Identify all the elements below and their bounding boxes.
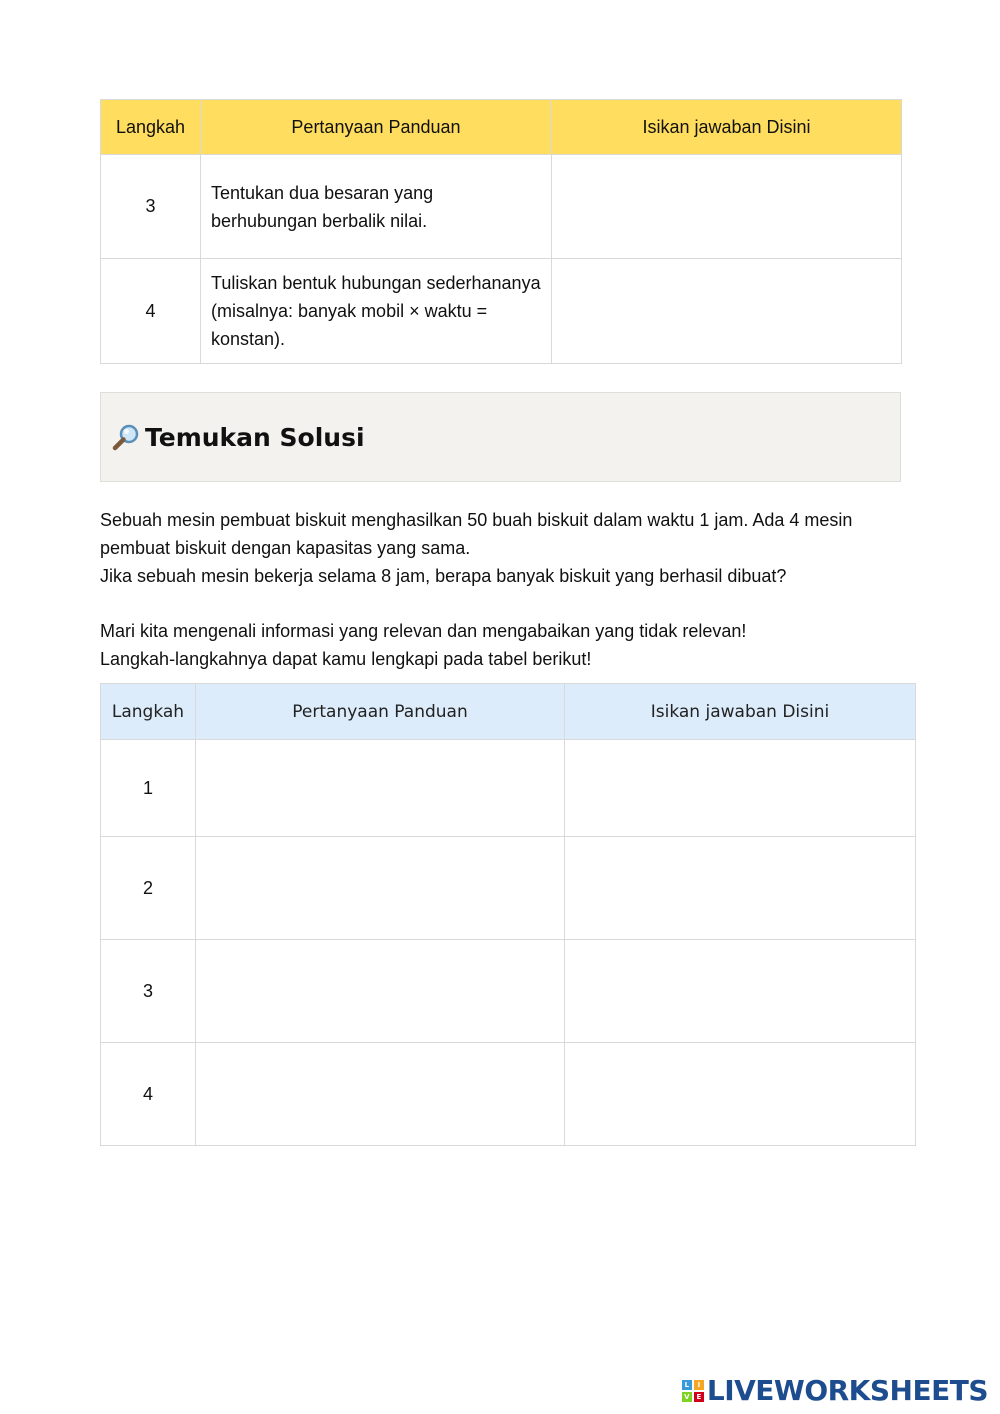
answer-cell[interactable] bbox=[552, 155, 902, 259]
logo-tile: E bbox=[694, 1392, 704, 1402]
header-jawaban: Isikan jawaban Disini bbox=[552, 100, 902, 155]
question-cell[interactable] bbox=[196, 740, 565, 837]
answer-cell[interactable] bbox=[565, 837, 916, 940]
step-number: 4 bbox=[101, 259, 201, 364]
liveworksheets-logo bbox=[682, 1374, 988, 1407]
problem-line-2: Jika sebuah mesin bekerja selama 8 jam, berapa banyak biskuit yang berhasil dibuat? bbox=[100, 566, 787, 586]
instruction-text bbox=[100, 617, 900, 673]
instruction-line-2: Langkah-langkahnya dapat kamu lengkapi pada tabel berikut! bbox=[100, 649, 592, 669]
header-pertanyaan: Pertanyaan Panduan bbox=[201, 100, 552, 155]
header-jawaban: Isikan jawaban Disini bbox=[565, 684, 916, 740]
logo-mark-icon bbox=[682, 1380, 704, 1402]
answer-cell[interactable] bbox=[565, 740, 916, 837]
guided-steps-table-top bbox=[100, 99, 902, 364]
step-number: 3 bbox=[101, 940, 196, 1043]
step-number: 1 bbox=[101, 740, 196, 837]
answer-cell[interactable] bbox=[565, 940, 916, 1043]
problem-text bbox=[100, 506, 900, 590]
header-langkah: Langkah bbox=[101, 684, 196, 740]
logo-text: LIVEWORKSHEETS bbox=[706, 1374, 988, 1407]
logo-tile: V bbox=[682, 1392, 692, 1402]
section-title: Temukan Solusi bbox=[145, 422, 365, 452]
table-row bbox=[101, 837, 916, 940]
question-cell[interactable] bbox=[196, 1043, 565, 1146]
magnifier-icon bbox=[111, 422, 141, 452]
question-cell[interactable] bbox=[196, 940, 565, 1043]
table-row bbox=[101, 1043, 916, 1146]
section-heading-box bbox=[100, 392, 901, 482]
table-row bbox=[101, 940, 916, 1043]
answer-cell[interactable] bbox=[552, 259, 902, 364]
question-cell[interactable] bbox=[196, 837, 565, 940]
step-number: 2 bbox=[101, 837, 196, 940]
step-number: 4 bbox=[101, 1043, 196, 1146]
answer-cell[interactable] bbox=[565, 1043, 916, 1146]
step-number: 3 bbox=[101, 155, 201, 259]
logo-tile: I bbox=[694, 1380, 704, 1390]
table-row bbox=[101, 259, 902, 364]
table-row bbox=[101, 155, 902, 259]
header-pertanyaan: Pertanyaan Panduan bbox=[196, 684, 565, 740]
problem-line-1: Sebuah mesin pembuat biskuit menghasilkan 50 buah biskuit dalam waktu 1 jam. Ada 4 mesin pembuat biskuit dengan kapasitas yang sama. bbox=[100, 510, 853, 558]
guided-steps-table-bottom bbox=[100, 683, 916, 1146]
logo-tile: L bbox=[682, 1380, 692, 1390]
table-row bbox=[101, 740, 916, 837]
header-langkah: Langkah bbox=[101, 100, 201, 155]
guide-question: Tuliskan bentuk hubungan sederhananya (misalnya: banyak mobil × waktu = konstan). bbox=[201, 259, 552, 364]
guide-question: Tentukan dua besaran yang berhubungan berbalik nilai. bbox=[201, 155, 552, 259]
instruction-line-1: Mari kita mengenali informasi yang relevan dan mengabaikan yang tidak relevan! bbox=[100, 621, 747, 641]
